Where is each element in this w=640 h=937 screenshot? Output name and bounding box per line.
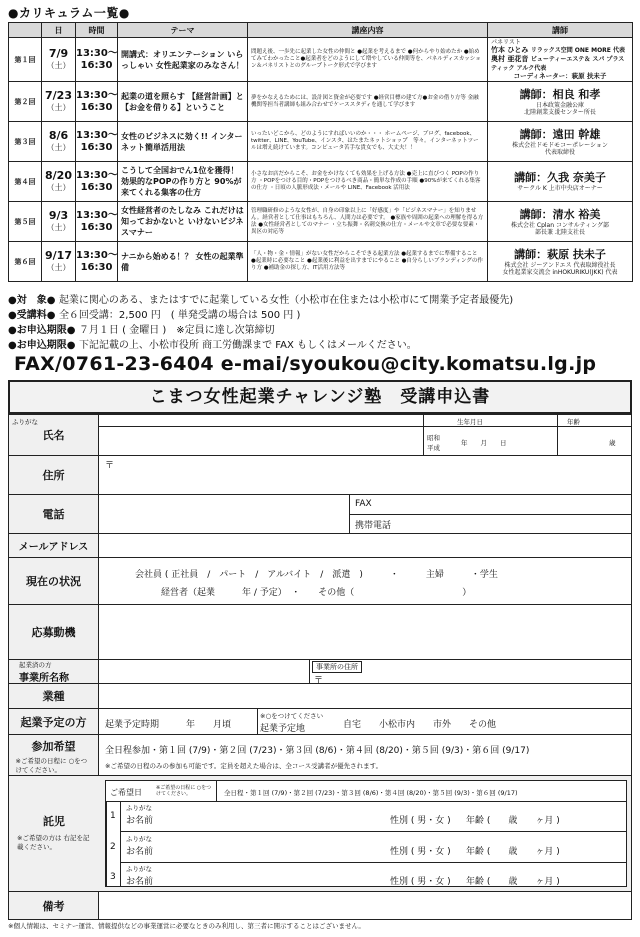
- day-of-week: （土）: [46, 60, 71, 70]
- childcare-options[interactable]: 全日程・第１回 (7/9)・第２回 (7/23)・第３回 (8/6)・第４回 (8/20)・第５回 (9/3)・第６回 (9/17): [224, 789, 518, 797]
- session-number: 第５回: [9, 202, 42, 242]
- info-value: 全６回受講：2,500 円 ( 単発受講の場合は 500 円 ): [58, 310, 301, 321]
- lecturer-title: 代表取締役: [544, 148, 575, 156]
- business-name-label: [9, 660, 99, 683]
- fax-field[interactable]: [399, 495, 631, 513]
- email-label: [9, 534, 99, 557]
- apply-info: [8, 336, 417, 351]
- session-number: 第４回: [9, 162, 42, 202]
- session-theme: 起業の道を照らす 【経営計画】と 【お金を借りる】ということ: [118, 82, 248, 122]
- info-value: 起業に関心のある、またはすでに起業している女性（小松市在住または小松市にて開業予定者最優先): [58, 295, 514, 306]
- day-of-week: （土）: [46, 182, 71, 192]
- lecturer-name-text: 竹本 ひとみ: [491, 46, 529, 54]
- childcare-label-text: 託児: [43, 814, 65, 828]
- phone-label: [9, 495, 99, 533]
- fax-label: FAX: [355, 499, 372, 509]
- lecturer-title: 北陸創業支援センター所長: [524, 108, 596, 116]
- session-content: 小さなお店だからこそ、お金をかけなくても効果を上げる方法 ●売上に直びつく POPの作り方 ・POPをつける目的・POPをつけるべき商品・簡単な作成の手順 ●90%が来てくれる集客の仕方 ・日頃の人脈形成法・メールや LINE、Facebook 活用法: [248, 162, 488, 202]
- childcare-note: ※ご希望の方は 右記を記載ください。: [17, 833, 90, 851]
- motive-field[interactable]: [101, 605, 631, 659]
- lecturer-name: [491, 55, 629, 73]
- session-theme: ナニから始める！？ 女性の起業準備: [118, 242, 248, 282]
- lecturer-affiliation: 株式会社 Cplan コンサルティング部: [510, 221, 610, 229]
- session-number: 第６回: [9, 242, 42, 282]
- mobile-field[interactable]: [409, 515, 631, 533]
- session-theme: 女性経営者のたしなみ これだけは知っておかないと いけないビジネスマナー: [118, 202, 248, 242]
- session-number: 第２回: [9, 82, 42, 122]
- age-divider: [557, 415, 558, 455]
- session-time: 13:30〜16:30: [76, 162, 118, 202]
- remarks-row: [8, 891, 632, 920]
- session-date: [42, 122, 76, 162]
- child-name[interactable]: お名前: [126, 877, 154, 887]
- info-value: 下記記載の上、小松市役所 商工労働課まで FAX もしくはメールください。: [78, 340, 417, 351]
- childcare-label: [9, 776, 99, 891]
- form-title: こまつ女性起業チャレンジ塾 受講申込書: [8, 380, 632, 414]
- lecturer-name: 講師：清水 裕美: [519, 207, 601, 221]
- name-row: [8, 414, 632, 456]
- status-row: [8, 557, 632, 605]
- age-label: 年齢: [567, 418, 580, 426]
- child-gender[interactable]: 性別 ( 男・女 ): [390, 847, 451, 857]
- table-row: [9, 202, 633, 242]
- childcare-row: [8, 775, 632, 892]
- target-info: [8, 291, 513, 306]
- plan-place-note: ※○をつけてください: [260, 712, 324, 720]
- child-row: [106, 832, 626, 862]
- session-theme: こうして全国おでん1位を獲得！効果的なPOPの作り方と 90%が来てくれる集客の仕方: [118, 162, 248, 202]
- date-value: 9/17: [45, 248, 72, 262]
- lecturer-title: 部長兼 北陸支社長: [535, 228, 585, 236]
- header-no: [9, 23, 42, 38]
- plan-label-text: 起業予定の方: [20, 715, 87, 729]
- child-gender[interactable]: 性別 ( 男・女 ): [390, 877, 451, 887]
- business-name-text: 事業所名称: [19, 672, 69, 684]
- age-unit: 歳: [609, 439, 616, 447]
- remarks-field[interactable]: [101, 892, 631, 919]
- status-label: [9, 558, 99, 604]
- session-content: いったいどこから、どのようにすればいいのか・・・ ホームページ、ブログ、facebook、twitter、LINE、YouTube、インスタ、はたまたネットショップ 等々。インターネットツールは増え続けています。コンピュータ苦手な貴女でも、大丈夫！！: [248, 122, 488, 162]
- child-furigana: ふりがな: [126, 835, 152, 843]
- attend-row: [8, 734, 632, 776]
- plan-divider: [257, 709, 258, 734]
- childcare-box: [105, 780, 627, 887]
- info-label: ●お申込期限●: [8, 325, 76, 336]
- lecturer-name-text: 奥村 亜花音: [491, 55, 529, 63]
- session-content: 夢をかなえるためには、設計図と資金が必要です ●経営目標の建て方●お金の借り方等 金融機関等担当者講師も組み合わせでケーススタディを通して学びます: [248, 82, 488, 122]
- panelist-label: パネリスト: [491, 39, 521, 46]
- session-lecturer: [488, 162, 633, 202]
- motive-row: [8, 604, 632, 660]
- name-field[interactable]: [101, 427, 421, 455]
- day-of-week: （土）: [46, 262, 71, 272]
- lecturer-name: 講師：萩原 扶未子: [514, 247, 606, 261]
- phone-label-text: 電話: [42, 508, 65, 521]
- era-showa: 昭和: [427, 434, 440, 442]
- lecturer-affiliation: ビューティーエステ＆ スパ プラスティック アルク代表: [491, 56, 625, 72]
- header-date: 日: [42, 23, 76, 38]
- address-field[interactable]: [101, 456, 631, 494]
- header-theme: テーマ: [118, 23, 248, 38]
- childcare-wish-label: ご希望日: [110, 788, 142, 797]
- session-lecturer: [488, 122, 633, 162]
- header-content: 講座内容: [248, 23, 488, 38]
- address-label: [9, 456, 99, 494]
- date-value: 7/23: [45, 88, 72, 102]
- table-row: [9, 38, 633, 82]
- day-of-week: （土）: [46, 222, 71, 232]
- name-label-text: 氏名: [42, 429, 65, 442]
- phone-row: [8, 494, 632, 534]
- session-date: [42, 38, 76, 82]
- plan-place-options[interactable]: 自宅 小松市内 市外 その他: [343, 720, 497, 730]
- date-value: 9/3: [48, 208, 69, 222]
- child-furigana: ふりがな: [126, 865, 152, 873]
- curriculum-header-row: [9, 23, 633, 38]
- attend-options[interactable]: 全日程参加・第１回 (7/9)・第２回 (7/23)・第３回 (8/6)・第４回 (8/20)・第５回 (9/3)・第６回 (9/17): [105, 746, 530, 756]
- furigana-label: ふりがな: [12, 418, 38, 426]
- era-heisei: 平成: [427, 444, 440, 452]
- table-row: [9, 242, 633, 282]
- lecturer-name: [491, 46, 629, 55]
- industry-field[interactable]: [101, 684, 631, 708]
- lecturer-name: 講師：遠田 幹雄: [519, 127, 601, 141]
- date-value: 7/9: [48, 46, 69, 60]
- plan-place-label: 起業予定地: [260, 724, 306, 734]
- birthdate-header-divider: [423, 426, 631, 427]
- lecturer-affiliation: サークル K 上市中央店オーナー: [517, 185, 603, 192]
- session-time: 13:30〜16:30: [76, 242, 118, 282]
- day-of-week: （土）: [46, 142, 71, 152]
- business-address-label: 事業所の住所: [312, 661, 362, 673]
- curriculum-table: [8, 22, 633, 282]
- info-label: ●お申込期限●: [8, 340, 76, 351]
- contact-line: FAX/0761-23-6404 e-mai/syoukou@city.komatsu.lg.jp: [14, 353, 597, 375]
- birthdate-ymd: 年 月 日: [461, 439, 507, 447]
- session-theme: 女性のビジネスに効く!! インターネット簡単活用法: [118, 122, 248, 162]
- lecturer-name: 講師：相良 和孝: [519, 87, 601, 101]
- session-time: 13:30〜16:30: [76, 38, 118, 82]
- attend-label: [9, 735, 99, 775]
- child-age[interactable]: 年齢 ( 歳 ヶ月 ): [466, 847, 560, 857]
- address-row: [8, 455, 632, 495]
- business-postal-mark: 〒: [314, 676, 324, 686]
- childcare-wish-divider: [216, 781, 217, 801]
- table-row: [9, 162, 633, 202]
- status-options-2[interactable]: 経営者（起業 年 / 予定） ・ その他（ ）: [161, 588, 472, 598]
- email-row: [8, 533, 632, 558]
- session-time: 13:30〜16:30: [76, 202, 118, 242]
- plan-row: [8, 708, 632, 735]
- industry-label-text: 業種: [42, 690, 65, 703]
- business-note: 起業済の方: [19, 660, 52, 669]
- status-options-1[interactable]: 会社員 ( 正社員 / パート / アルバイト / 派遣 ) ・ 主婦 ・学生: [135, 570, 498, 580]
- child-number: 1: [110, 811, 116, 821]
- industry-label: [9, 684, 99, 708]
- session-lecturer: [488, 202, 633, 242]
- business-name-field[interactable]: [101, 660, 307, 683]
- lecturer-title: 女性起業家交流会 inHOKURIKU(JKK) 代表: [502, 268, 618, 276]
- deadline-info: [8, 321, 275, 336]
- plan-label: [9, 709, 99, 734]
- business-name-row: [8, 659, 632, 684]
- header-time: 時間: [76, 23, 118, 38]
- child-name[interactable]: お名前: [126, 816, 154, 826]
- session-date: [42, 162, 76, 202]
- info-value: ７月１日 ( 金曜日 ) ※定員に達し次第締切: [78, 325, 275, 336]
- child-gender[interactable]: 性別 ( 男・女 ): [390, 816, 451, 826]
- phone-field[interactable]: [101, 495, 347, 533]
- session-content: 管理職研修のような女性が、自身の印象以上に「好感度」や「ビジネスマナー」を知りません。経営者として仕事はもちろん、人間力は必要です。 ●家族や周囲の起業への理解を得る方法 ●女性経営者としてのマナー ・立ち振舞・名刺交換の仕方・メールや文章で必要な要素・異区の対応等: [248, 202, 488, 242]
- date-value: 8/20: [45, 168, 72, 182]
- lecturer-affiliation: 株式会社ドモドモコーポレーション: [512, 141, 608, 149]
- attend-warning: ※ご希望の日程のみの参加も可能です。定員を超えた場合は、全コース受講者が優先されます。: [105, 762, 383, 770]
- childcare-wish-note: ※ご希望の日程に ○をつけてください。: [156, 785, 212, 797]
- session-lecturer: [488, 38, 633, 82]
- postal-mark: 〒: [105, 461, 115, 471]
- info-label: ●受講料●: [8, 310, 56, 321]
- child-furigana: ふりがな: [126, 804, 152, 812]
- industry-row: [8, 683, 632, 709]
- lecturer-name: 講師：久我 奈美子: [514, 171, 606, 184]
- remarks-label: [9, 892, 99, 919]
- child-number: 3: [110, 872, 116, 882]
- session-content: 「人・物・金・情報」がない女性だからこそできる起業方法 ●起業するまでに準備すること ●起業時に必要なこと ●起業後に利益を出すまでにやること ●自分らしいブランディングの作り方 ●補助金の探し方、IT活用方法等: [248, 242, 488, 282]
- session-date: [42, 202, 76, 242]
- session-theme: 開講式：オリエンテーション いらっしゃい 女性起業家のみなさん！: [118, 38, 248, 82]
- business-address-divider: [309, 660, 310, 683]
- child-age[interactable]: 年齢 ( 歳 ヶ月 ): [466, 877, 560, 887]
- status-label-text: 現在の状況: [26, 575, 81, 588]
- email-label-text: メールアドレス: [18, 542, 89, 553]
- session-lecturer: [488, 242, 633, 282]
- table-row: [9, 82, 633, 122]
- header-lecturer: 講師: [488, 23, 633, 38]
- session-content: 問題え後、一歩先に起業した女性の仲間と ●起業を考えるまで ●何からやり始めたか ●始めてみてわかったこと●起業者をどのようにして増やしている仲間等を、パネルディスカッション＆パネリストとのグループトーク形式で学びます: [248, 38, 488, 82]
- attend-note: ※ご希望の日程に ○をつけてください。: [15, 757, 88, 774]
- motive-label: [9, 605, 99, 659]
- lecturer-affiliation: リラックス空間 ONE MORE 代表: [530, 47, 625, 54]
- curriculum-heading: ●カリキュラム一覧●: [8, 6, 130, 20]
- info-label: ●対 象●: [8, 295, 56, 306]
- child-name[interactable]: お名前: [126, 847, 154, 857]
- session-lecturer: [488, 82, 633, 122]
- lecturer-affiliation: 日本政策金融公庫: [535, 101, 584, 109]
- date-value: 8/6: [48, 128, 69, 142]
- motive-label-text: 応募動機: [31, 626, 76, 639]
- birthdate-divider: [423, 415, 424, 455]
- child-age[interactable]: 年齢 ( 歳 ヶ月 ): [466, 816, 560, 826]
- table-row: [9, 122, 633, 162]
- session-time: 13:30〜16:30: [76, 82, 118, 122]
- email-field[interactable]: [101, 534, 631, 557]
- remarks-label-text: 備考: [42, 899, 65, 913]
- lecturer-affiliation: 株式会社 ジーアンドエス 代表取締役社長: [504, 261, 616, 269]
- session-date: [42, 82, 76, 122]
- address-label-text: 住所: [42, 469, 65, 482]
- attend-label-text: 参加希望: [31, 740, 76, 753]
- coordinator: コーディネーター：萩原 扶未子: [513, 72, 607, 80]
- session-number: 第３回: [9, 122, 42, 162]
- mobile-label: 携帯電話: [355, 521, 392, 531]
- child-number: 2: [110, 842, 116, 852]
- session-time: 13:30〜16:30: [76, 122, 118, 162]
- birthdate-label: 生年月日: [457, 418, 483, 426]
- privacy-footnote: ※個人情報は、セミナー運営、情報提供などの事業運営に必要なときのみ利用し、第三者に開示することはございません。: [8, 922, 365, 930]
- plan-time[interactable]: 起業予定時期 年 月頃: [105, 720, 232, 730]
- child-row: [106, 801, 626, 831]
- session-date: [42, 242, 76, 282]
- session-number: 第１回: [9, 38, 42, 82]
- day-of-week: （土）: [46, 102, 71, 112]
- child-row: [106, 863, 626, 889]
- fee-info: [8, 306, 300, 321]
